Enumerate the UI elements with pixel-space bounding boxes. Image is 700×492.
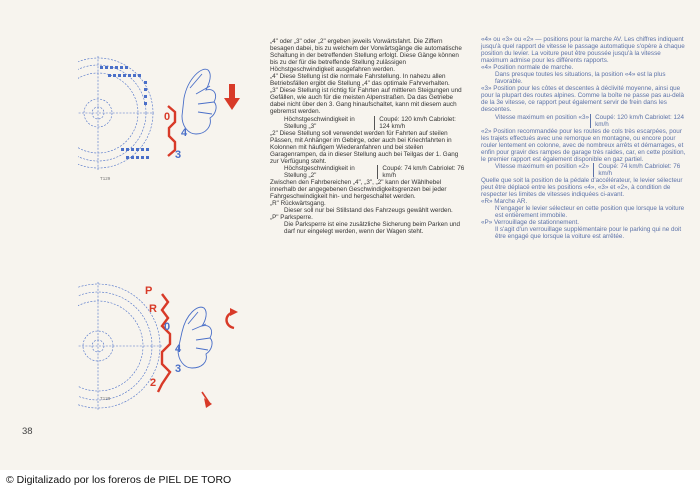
paragraph: Zwischen den Fahrbereichen „4", „3", „2" kann der Wählhebel innerhalb der angegebenen Geschwindigkeitsgrenzen bei jeder Fahrgeschwindigkeit hin- und hergeschaltet werden.: [270, 178, 447, 201]
speed-label: Höchstgeschwindigkeit in Stellung „2": [284, 164, 355, 179]
gear-label-4: 4: [175, 343, 182, 355]
french-text-column: [481, 36, 687, 240]
speed-label: Höchstgeschwindigkeit in Stellung „3": [284, 115, 355, 130]
gear-selector-illustration-top: [78, 48, 258, 188]
paragraph: Quelle que soit la position de la pédale d'accélérateur, le levier sélecteur peut être déplacé entre les positions «4», «3» et «2», à condition de respecter les limites de vitesses indiquées ci-avant.: [481, 176, 683, 199]
gear-label-4: 4: [181, 127, 188, 139]
down-arrow-icon: [202, 392, 212, 408]
speed-table-3: [270, 116, 468, 130]
gear-label-0: 0: [164, 321, 171, 333]
figure-code: T129: [100, 176, 111, 181]
section-title: «P» Verrouillage de stationnement.: [481, 219, 580, 227]
paragraph: N'engager le levier sélecteur en cette position que lorsque la voiture est entièrement immobile.: [495, 205, 685, 220]
page-number: 38: [22, 426, 33, 437]
hand-icon: [182, 69, 216, 134]
speed-values: Coupé: 120 km/h Cabriolet: 124 km/h: [590, 114, 687, 128]
paragraph: Dans presque toutes les situations, la position «4» est la plus favorable.: [495, 71, 666, 86]
paragraph: „4" Diese Stellung ist die normale Fahrstellung. In nahezu allen Betriebsfällen ergibt die Stellung „4" das optimale Fahrverhalten.: [270, 73, 450, 88]
gear-label-3: 3: [175, 363, 182, 375]
pointer-arrow-icon: [224, 84, 240, 110]
gear-label-0: 0: [164, 111, 171, 123]
paragraph: „2" Diese Stellung soll verwendet werden für Fahrten auf steilen Pässen, mit Anhänger im Gebirge, oder auch bei Kriechfahrten in Kolonnen mit häufigem Wiederanfahren und bei steilen Garagenrampen, da in dieser Stellung auch bei Teilgas der 1. Gang zur Verfügung steht.: [270, 129, 459, 165]
speed-values: Coupé: 74 km/h Cabriolet: 76 km/h: [377, 165, 468, 179]
speed-table-2: [481, 163, 687, 177]
section-title: „P" Parksperre.: [270, 214, 313, 222]
gear-label-2: 2: [150, 377, 157, 389]
section-title: „R" Rückwärtsgang.: [270, 200, 326, 208]
paragraph: «4» ou «3» ou «2» — positions pour la marche AV. Les chiffres indiquent jusqu'à quel rapport de vitesse le passage automatique s'opère à chaque position du levier. La voiture peut être poussée jusqu'à la vitesse maximum admise pour les différents rapports.: [481, 36, 685, 65]
paragraph: Dieser soll nur bei Stillstand des Fahrzeugs gewählt werden.: [284, 207, 453, 215]
speed-values: Coupé: 74 km/h Cabriolet: 76 km/h: [593, 163, 687, 177]
paragraph: Die Parksperre ist eine zusätzliche Sicherung beim Parken und darf nur eingelegt werden, wenn der Wagen steht.: [284, 221, 461, 236]
figure-code: T128: [100, 396, 111, 401]
section-title: «R» Marche AR.: [481, 198, 528, 206]
speed-table-2: [270, 165, 468, 179]
gear-label-r: R: [149, 303, 157, 315]
footer-bar: [0, 470, 700, 492]
hand-icon: [178, 307, 212, 368]
paragraph: Il s'agit d'un verrouillage supplémentaire pour le parking qui ne doit être engagé que lorsque la voiture est arrêtée.: [495, 226, 682, 241]
copyright-footer: © Digitalizado por los foreros de PIEL DE TORO: [6, 474, 232, 486]
gear-label-3: 3: [175, 149, 182, 161]
german-text-column: [270, 38, 468, 235]
paragraph: «2» Position recommandée pour les routes de cols très escarpées, pour les trajets effectués avec une remorque en montagne, ou encore pour rouler lentement en colonne, avec de nombreux arrêts et démarrages, et enfin pour gravir des rampes de garage très raides, car, en cette position, le premier rapport est également disponible en gaz partiel.: [481, 127, 686, 163]
rotate-arrow-icon: [227, 308, 239, 328]
paragraph: „4" oder „3" oder „2" ergeben jeweils Vorwärtsfahrt. Die Ziffern besagen dabei, bis zu welchem der Vorwärtsgänge die automatische Schaltung in der betreffenden Stellung erfolgt. Diese Gänge können bis zu der für die betreffende Stellung zulässigen Höchstgeschwindigkeit ausgefahren werden.: [270, 38, 462, 74]
paragraph: „3" Diese Stellung ist richtig für Fahrten auf mittleren Steigungen und Gefällen, wie auch für die meisten Alpenstraßen. Da das Getriebe dabei nicht über den 3. Gang hinaufschaltet, kann mit diesem auch gebremst werden.: [270, 87, 462, 116]
gear-selector-illustration-bottom: [78, 268, 258, 428]
gear-label-p: P: [145, 285, 153, 297]
speed-label: Vitesse maximum en position «3»: [495, 113, 590, 121]
speed-table-3: [481, 114, 687, 128]
section-title: «4» Position normale de marche.: [481, 64, 574, 72]
paragraph: «3» Position pour les côtes et descentes à déclivité moyenne, ainsi que pour la plupart des routes alpines. Comme la boîte ne passe pas au-delà de la 3e vitesse, ce rapport peut également servir de frein dans les descentes.: [481, 85, 685, 114]
speed-values: Coupé: 120 km/h Cabriolet: 124 km/h: [374, 116, 468, 130]
speed-label: Vitesse maximum en position «2»: [495, 162, 590, 170]
